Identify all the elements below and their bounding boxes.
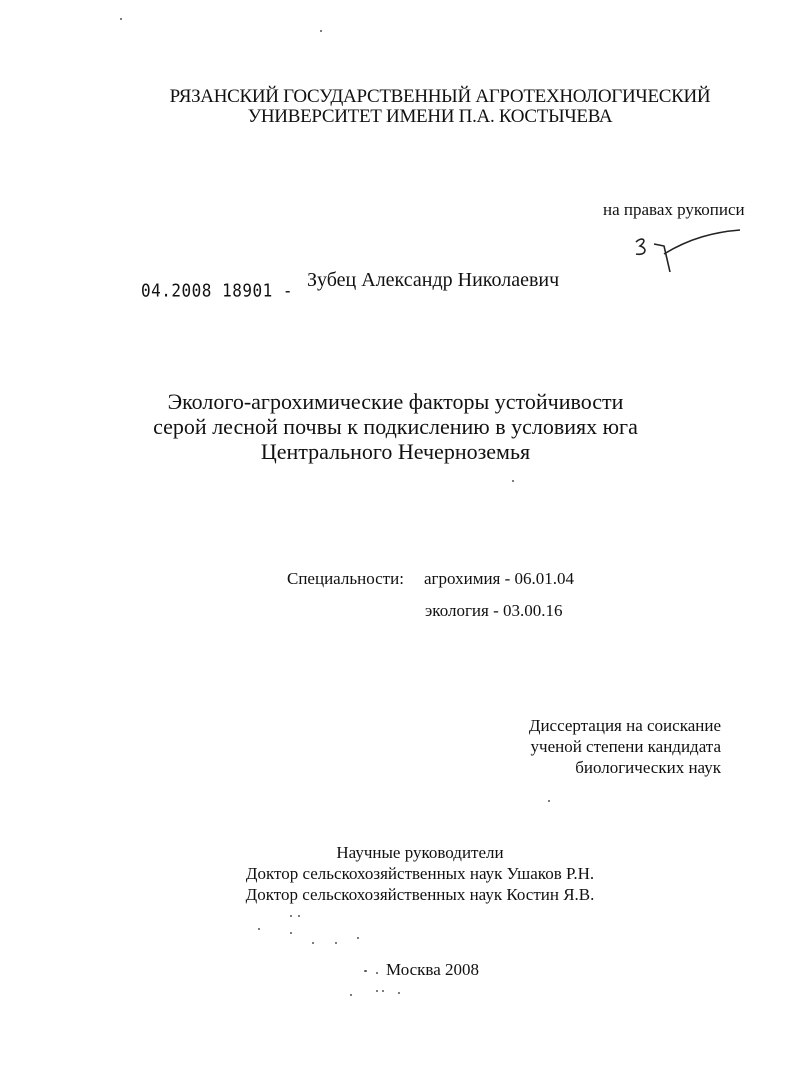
library-stamp: 04.2008 18901 - (141, 280, 293, 301)
scan-speck (548, 800, 550, 802)
scan-speck (290, 932, 292, 934)
place-and-year: Москва 2008 (386, 960, 480, 979)
scan-speck (350, 994, 352, 996)
specialties-label: Специальности: (287, 569, 404, 588)
degree-line-3: биологических наук (575, 758, 721, 777)
scan-speck (398, 992, 400, 994)
advisors-heading: Научные руководители (336, 843, 504, 862)
scan-speck (290, 915, 292, 917)
scan-speck (298, 915, 300, 917)
scan-speck (376, 972, 378, 974)
scientific-advisors (0, 842, 791, 905)
scan-speck (120, 18, 122, 20)
scan-speck (320, 30, 322, 32)
scan-speck (364, 970, 367, 972)
university-name-line-1: РЯЗАНСКИЙ ГОСУДАРСТВЕННЫЙ АГРОТЕХНОЛОГИЧЕСКИЙ (169, 86, 711, 107)
handwritten-signature (630, 228, 745, 278)
scan-speck (357, 937, 359, 939)
scan-speck (512, 480, 514, 482)
dissertation-title (0, 389, 791, 464)
title-line-3: Центрального Нечерноземья (260, 439, 531, 464)
author-name: Зубец Александр Николаевич (307, 269, 560, 291)
degree-line-1: Диссертация на соискание (528, 716, 721, 735)
scan-speck (335, 942, 337, 944)
advisor-1: Доктор сельскохозяйственных наук Ушаков Р.Н. (245, 864, 595, 883)
scan-speck (258, 928, 260, 930)
degree-line-2: ученой степени кандидата (530, 737, 721, 756)
advisor-2: Доктор сельскохозяйственных наук Костин Я.В. (245, 885, 595, 904)
specialty-ecology: экология - 03.00.16 (425, 601, 563, 620)
scan-speck (312, 942, 314, 944)
scan-speck (382, 990, 384, 992)
title-line-2: серой лесной почвы к подкислению в условиях юга (153, 414, 638, 439)
dissertation-degree-note (511, 715, 721, 778)
manuscript-rights-note: на правах рукописи (603, 200, 745, 219)
university-name-line-2: УНИВЕРСИТЕТ ИМЕНИ П.А. КОСТЫЧЕВА (247, 106, 613, 127)
specialty-agrochemistry: агрохимия - 06.01.04 (424, 569, 575, 588)
title-line-1: Эколого-агрохимические факторы устойчивости (167, 389, 624, 414)
scan-speck (376, 990, 378, 992)
